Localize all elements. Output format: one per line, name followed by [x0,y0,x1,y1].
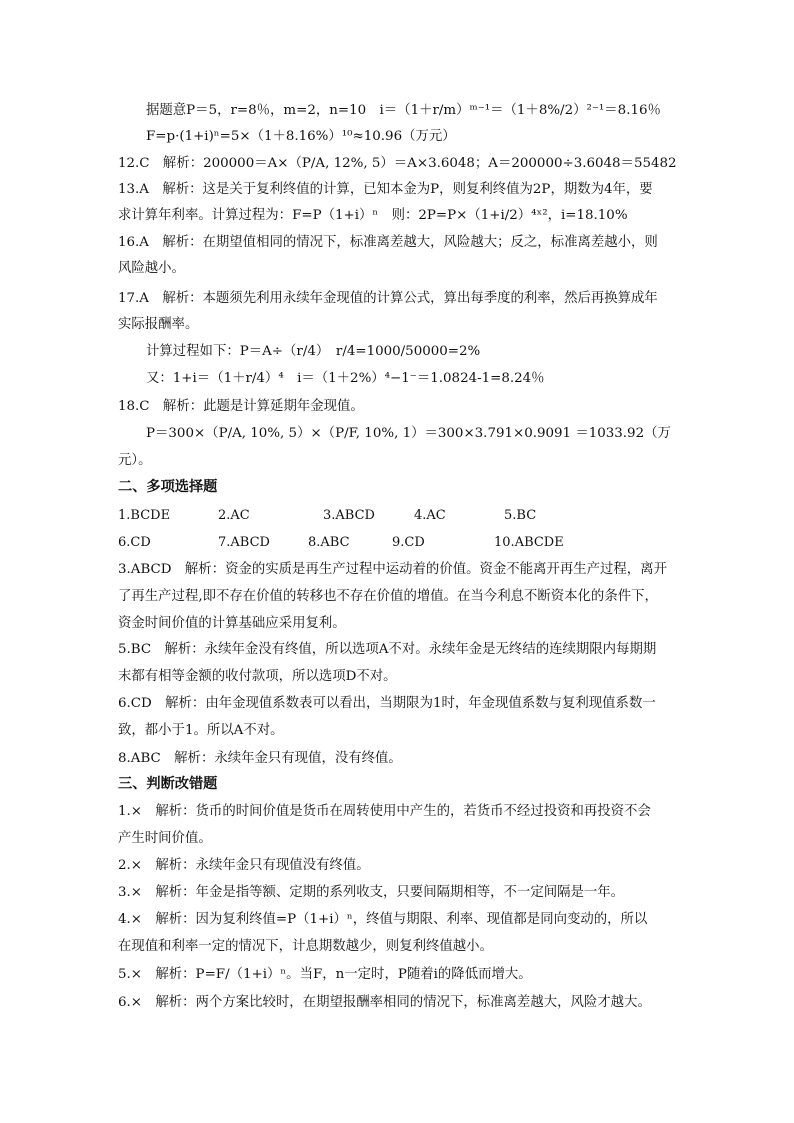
text-line: 求计算年利率。计算过程为：F=P（1+i）ⁿ 则：2P=P×（1+i/2）⁴ˣ²，i=18.10% [118,208,628,223]
text-line: 3.ABCD 解析：资金的实质是再生产过程中运动着的价值。资金不能离开再生产过程，离开 [118,562,667,577]
answer-item: 5.BC [504,508,537,523]
answer-row [118,534,678,552]
text-line: 4.× 解析：因为复利终值=P（1+i）ⁿ，终值与期限、利率、现值都是同向变动的，所以 [118,912,648,927]
answer-item: 2.AC [218,508,250,523]
text-line: 6.CD 解析：由年金现值系数表可以看出，当期限为1时，年金现值系数与复利现值系数一 [118,696,656,711]
text-line: 16.A 解析：在期望值相同的情况下，标准离差越大，风险越大；反之，标准离差越小，则 [118,235,658,250]
text-line: 18.C 解析：此题是计算延期年金现值。 [118,399,364,414]
answer-item: 3.ABCD [323,508,375,523]
text-line: 12.C 解析：200000＝A×（P/A, 12%, 5）＝A×3.6048；A＝200000÷3.6048＝55482 [118,156,677,171]
text-line: 在现值和利率一定的情况下，计息期数越少，则复利终值越小。 [118,939,493,954]
answer-item: 6.CD [118,535,151,550]
answer-item: 7.ABCD [218,535,270,550]
text-line: 实际报酬率。 [118,317,199,332]
text-line: 17.A 解析：本题须先利用永续年金现值的计算公式，算出每季度的利率，然后再换算成年 [118,291,658,306]
text-line: 计算过程如下：P＝A÷（r/4） r/4=1000/50000=2% [146,344,481,359]
text-line: 8.ABC 解析：永续年金只有现值，没有终值。 [118,751,402,766]
text-line: 元）。 [118,453,152,468]
text-line: 了再生产过程,即不存在价值的转移也不存在价值的增值。在当今利息不断资本化的条件下， [118,589,658,604]
answer-item: 1.BCDE [118,508,171,523]
text-line: 又：1+i＝（1＋r/4）⁴ i＝（1＋2%）⁴−1⁻＝1.0824-1=8.24％ [146,371,545,386]
section-heading-true-false: 三、判断改错题 [118,776,218,792]
text-line: 5.× 解析：P=F/（1+i）ⁿ。当F，n一定时，P随着i的降低而增大。 [118,967,532,982]
text-line: 2.× 解析：永续年金只有现值没有终值。 [118,858,370,873]
text-line: 致，都小于1。所以A不对。 [118,723,284,738]
text-line: 末都有相等金额的收付款项，所以选项D不对。 [118,669,397,684]
text-line: 5.BC 解析：永续年金没有终值，所以选项A不对。永续年金是无终结的连续期限内每期期 [118,642,657,657]
text-line: 3.× 解析：年金是指等额、定期的系列收支，只要间隔期相等，不一定间隔是一年。 [118,885,625,900]
answer-row [118,507,678,525]
text-line: 资金时间价值的计算基础应采用复利。 [118,616,346,631]
text-line: 据题意P＝5，r=8％，m=2，n=10 i＝（1＋r/m）ᵐ⁻¹＝（1＋8%/2）²⁻¹＝8.16％ [146,103,661,118]
text-line: F=p·(1+i)ⁿ=5×（1＋8.16%）¹⁰≈10.96（万元） [146,129,456,144]
text-line: 产生时间价值。 [118,831,212,846]
text-line: 6.× 解析：两个方案比较时，在期望报酬率相同的情况下，标准离差越大，风险才越大。 [118,995,651,1010]
text-line: 1.× 解析：货币的时间价值是货币在周转使用中产生的，若货币不经过投资和再投资不会 [118,804,651,819]
answer-item: 4.AC [414,508,446,523]
answer-item: 8.ABC [308,535,350,550]
text-line: P＝300×（P/A, 10%, 5）×（P/F, 10%, 1）＝300×3.791×0.9091 ＝1033.92（万 [146,426,671,441]
text-line: 风险越小。 [118,261,185,276]
section-heading-multiple-choice: 二、多项选择题 [118,479,218,495]
answer-item: 9.CD [392,535,425,550]
text-line: 13.A 解析：这是关于复利终值的计算，已知本金为P，则复利终值为2P，期数为4年，要 [118,182,653,197]
answer-item: 10.ABCDE [494,535,564,550]
